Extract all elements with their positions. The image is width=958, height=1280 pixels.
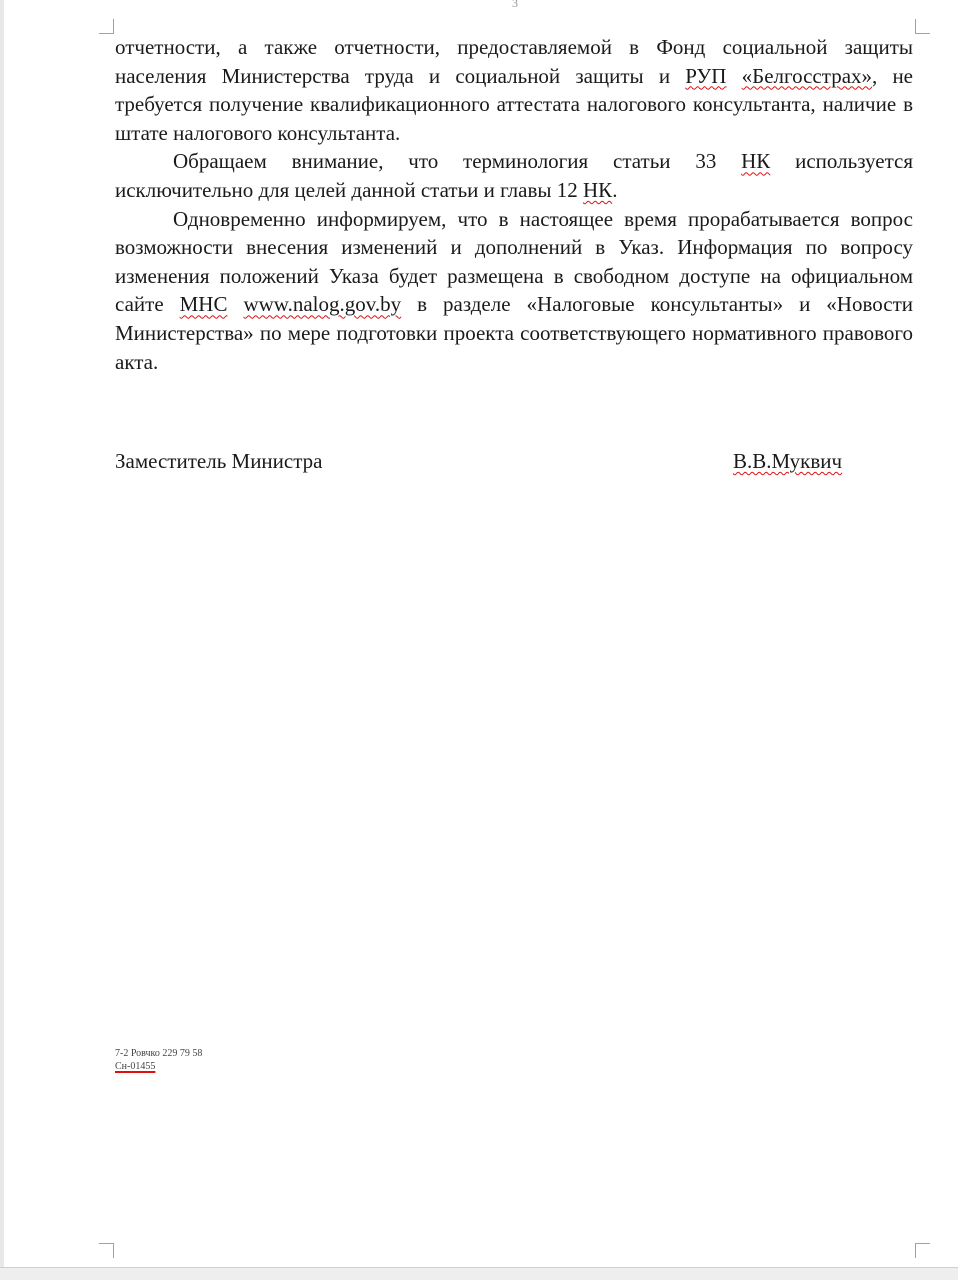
spellcheck-flagged-word: «Белгосстрах»	[741, 63, 873, 88]
executor-note	[115, 1047, 202, 1073]
crop-mark-bottom-right	[915, 1243, 930, 1258]
paragraph-text: Одновременно информируем, что в настоящее время прорабатывается вопрос возможности внесения изменений и дополнений в Указ. Информация по вопросу изменения положений Указа будет размещена в свободном доступе на официальном сайте	[115, 206, 913, 317]
crop-mark-top-right	[915, 19, 930, 34]
paragraph-1	[115, 33, 913, 147]
paragraph-text: Обращаем внимание, что терминология статьи 33	[173, 149, 742, 174]
registration-number: Сн-01455	[115, 1061, 156, 1072]
paragraph-2	[115, 147, 913, 204]
paragraph-text	[726, 64, 741, 88]
crop-mark-bottom-left	[99, 1243, 114, 1258]
paragraph-text: , не требуется получение квалификационного аттестата налогового консультанта, наличие в штате налогового консультанта.	[115, 63, 914, 145]
executor-phone-line: 7-2 Ровчко 229 79 58	[115, 1048, 203, 1059]
page-left-edge	[0, 0, 4, 1268]
spellcheck-flagged-word: РУП	[685, 63, 727, 88]
page-number: 3	[512, 0, 518, 10]
signatory-name: В.В.Муквич	[733, 449, 843, 473]
paragraph-text: в разделе «Налоговые консультанты» и «Новости Министерства» по мере подготовки проекта соответствующего нормативного правового акта.	[115, 292, 913, 374]
letter-body	[115, 33, 913, 376]
crop-mark-top-left	[99, 19, 114, 34]
spellcheck-flagged-word: МНС	[179, 292, 228, 317]
paragraph-3	[115, 205, 913, 377]
paragraph-text: отчетности, а также отчетности, предоставляемой в Фонд социальной защиты населения Министерства труда и социальной защиты и	[115, 35, 913, 88]
signatory-title: Заместитель Министра	[115, 449, 323, 473]
paragraph-text: используется исключительно для целей данной статьи и главы 12	[115, 149, 914, 202]
spellcheck-flagged-word: НК	[741, 149, 771, 174]
spellcheck-flagged-word: НК	[583, 177, 613, 202]
spellcheck-flagged-word: www.nalog.gov.by	[243, 292, 402, 317]
window-bottom-strip	[0, 1267, 958, 1280]
paragraph-text: .	[612, 177, 618, 202]
paragraph-text	[227, 292, 243, 316]
